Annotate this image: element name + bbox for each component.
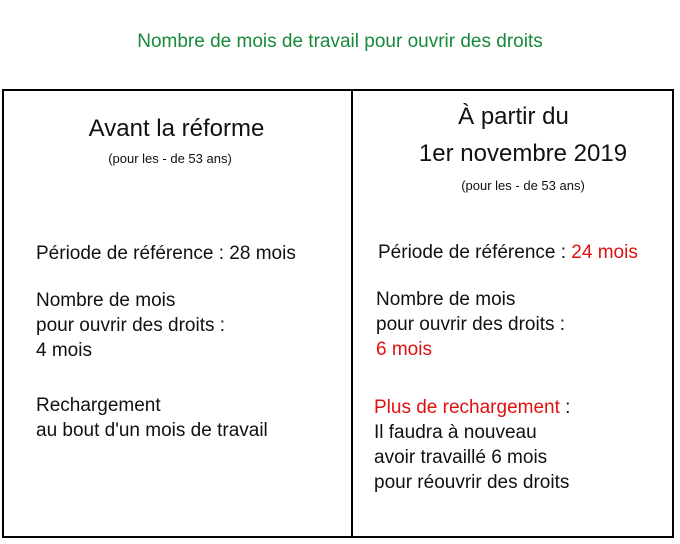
left-age-note: (pour les - de 53 ans) [108,151,232,166]
right-recharge-line4: pour réouvrir des droits [374,472,570,493]
left-months-value: 4 mois [36,340,92,361]
right-months-value: 6 mois [376,339,432,360]
left-months-line1: Nombre de mois [36,290,176,311]
left-reference-label: Période de référence : [36,243,230,264]
left-months-line2: pour ouvrir des droits : [36,315,226,336]
right-recharge-line1 [374,395,570,420]
right-reference-value: 24 mois [571,242,638,263]
right-reference-label: Période de référence : [378,242,572,263]
left-column-heading: Avant la réforme [88,115,265,142]
right-months-line1: Nombre de mois [376,289,516,310]
right-column-heading-line1: À partir du [458,103,569,130]
right-recharge-line2: Il faudra à nouveau [374,422,537,443]
page-title: Nombre de mois de travail pour ouvrir des droits [137,31,543,52]
right-recharge-emphasis: Plus de rechargement [374,397,560,418]
right-column-heading-line2: 1er novembre 2019 [418,140,628,167]
right-months-line2: pour ouvrir des droits : [376,314,566,335]
right-reference-period [378,240,638,265]
right-recharge-line3: avoir travaillé 6 mois [374,447,548,468]
left-reference-period [36,241,296,266]
right-age-note: (pour les - de 53 ans) [461,178,585,193]
left-recharge-line2: au bout d'un mois de travail [36,420,268,441]
left-reference-value: 28 mois [229,243,296,264]
right-recharge-colon: : [559,397,571,418]
left-recharge-line1: Rechargement [36,395,161,416]
